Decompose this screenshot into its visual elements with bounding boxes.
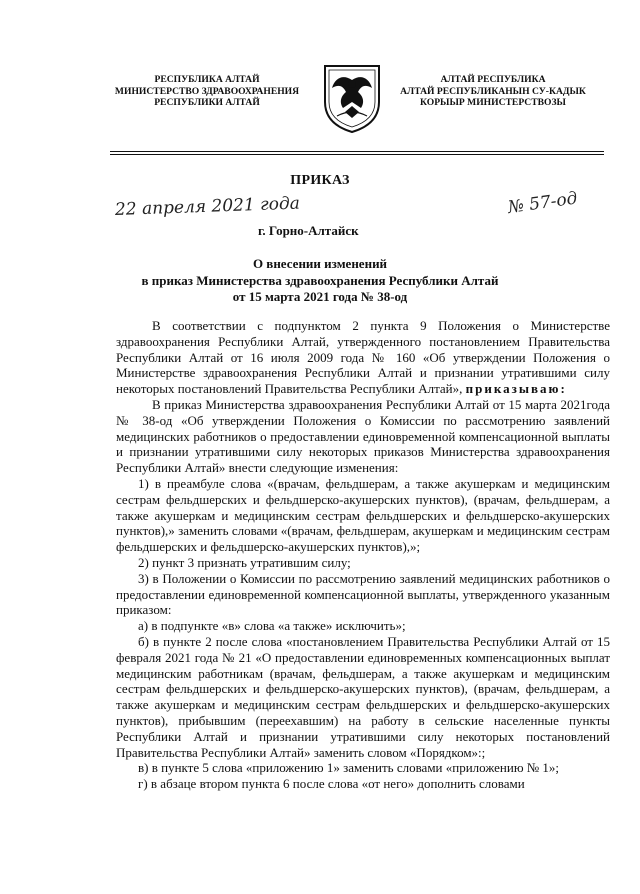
paragraph-item-2: 2) пункт 3 признать утратившим силу; xyxy=(138,554,351,570)
coat-of-arms-emblem xyxy=(319,62,385,134)
order-keyword: приказываю: xyxy=(465,381,567,397)
preamble-text: В соответствии с подпунктом 2 пункта 9 Положения о Министерстве здравоохранения Республики Алтай, утвержденного постановлением Правительства Республики Алтай от 16 июля 2009 года № 160 «Об утверждении Положения о Министерстве здравоохранения Республики Алтай и признании утратившими силу некоторых постановлений Правительства Республики Алтай», xyxy=(116,318,610,397)
subject-line-2: в приказ Министерства здравоохранения Республики Алтай xyxy=(141,272,499,288)
header-right-line-2: АЛТАЙ РЕСПУБЛИКАНЫН СУ-КАДЫК xyxy=(400,85,586,97)
header-left-line-3: РЕСПУБЛИКИ АЛТАЙ xyxy=(154,97,260,108)
order-subject xyxy=(0,256,640,306)
document-title: ПРИКАЗ xyxy=(290,173,350,188)
paragraph-preamble xyxy=(116,318,610,397)
header-left-line-1: РЕСПУБЛИКА АЛТАЙ xyxy=(154,74,260,85)
header-divider-thin xyxy=(110,154,604,155)
header-right-line-1: АЛТАЙ РЕСПУБЛИКА xyxy=(440,74,546,85)
paragraph-amendment-intro: В приказ Министерства здравоохранения Республики Алтай от 15 марта 2021года № 38-од «Об утверждении Положения о Комиссии по рассмотрению заявлений медицинских работников о предоставлении единовременной компенсационной выплаты и признании утратившими силу некоторых приказов Министерства здравоохранения Республики Алтай» внести следующие изменения: xyxy=(116,396,610,476)
paragraph-subitem-b: б) в пункте 2 после слова «постановлением Правительства Республики Алтай от 15 февраля 2021 года № 21 «О предоставлении единовременных компенсационных выплат медицинским работникам (врачам, фельдшерам, а также акушеркам и медицинским сестрам фельдшерских и фельдшерско-акушерских пунктов), (врачам, фельдшерам, а также акушеркам и медицинским сестрам фельдшерских и фельдшерско-акушерских пунктов), прибывшим (переехавшим) на работу в сельские населенные пункты Республики Алтай и признании утратившими силу некоторых постановлений Правительства Республики Алтай» заменить словом «Порядком»:; xyxy=(116,633,610,760)
paragraph-subitem-g: г) в абзаце втором пункта 6 после слова «от него» дополнить словами xyxy=(138,776,525,792)
subject-line-3: от 15 марта 2021 года № 38-од xyxy=(232,289,408,304)
paragraph-item-1: 1) в преамбуле слова «(врачам, фельдшерам, а также акушеркам и медицинским сестрам фельдшерских и фельдшерско-акушерских пунктов), (врачам, фельдшерам, а также акушеркам и медицинским сестрам фельдшерских и фельдшерско-акушерских пунктов),» заменить словами «(врачам, фельдшерам, акушеркам и медицинским сестрам фельдшерских и фельдшерско-акушерских пунктов),»; xyxy=(116,475,610,555)
city-line: г. Горно-Алтайск xyxy=(258,223,359,238)
subject-line-1: О внесении изменений xyxy=(252,256,388,271)
header-left xyxy=(112,74,302,109)
paragraph-item-3: 3) в Положении о Комиссии по рассмотрению заявлений медицинских работников о предоставлении единовременной компенсационной выплаты, утвержденного указанным приказом: xyxy=(116,570,610,618)
handwritten-date: 22 апреля 2021 года xyxy=(114,193,301,220)
handwritten-order-number: № 57-од xyxy=(506,188,579,218)
header-right xyxy=(398,74,588,109)
paragraph-subitem-v: в) в пункте 5 слова «приложению 1» заменить словами «приложению № 1»; xyxy=(138,760,560,776)
header-divider-thick xyxy=(110,151,604,152)
order-body xyxy=(116,318,610,792)
paragraph-subitem-a: а) в подпункте «в» слова «а также» исключить»; xyxy=(138,618,406,634)
header-right-line-3: КОРЫЫР МИНИСТЕРСТВОЗЫ xyxy=(420,97,566,108)
header-left-line-2: МИНИСТЕРСТВО ЗДРАВООХРАНЕНИЯ xyxy=(114,85,300,97)
